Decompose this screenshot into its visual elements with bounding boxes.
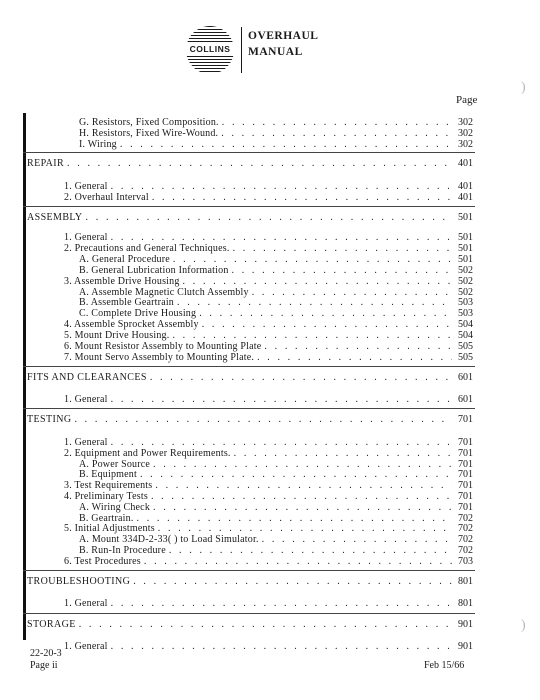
toc-entry [79,117,473,128]
dot-leader [151,491,452,502]
margin-mark-bottom: ) [521,618,526,633]
toc-entry [79,128,473,139]
toc-label: 1. General [64,641,108,652]
toc-entry [64,181,473,192]
toc-label: TESTING [27,414,72,425]
toc-section [27,414,473,425]
toc-label: REPAIR [27,158,65,169]
dot-leader [74,414,452,425]
footer-date: Feb 15/66 [424,660,465,671]
toc-page-number: 702 [458,545,473,556]
toc-page-number: 801 [458,576,473,587]
dot-leader [111,181,452,192]
toc-entry [79,502,473,513]
page-number: Page ii [30,660,58,671]
toc-label: STORAGE [27,619,76,630]
toc-label: 2. Precautions and General Techniques. [64,243,230,254]
toc-page-number: 701 [458,414,473,425]
toc-label: A. General Procedure [79,254,170,265]
toc-entry [64,243,473,254]
page-column-header: Page [456,94,478,106]
toc-page-number: 502 [458,276,473,287]
dot-leader [86,212,452,223]
dot-leader [111,232,452,243]
toc-label: FITS AND CLEARANCES [27,372,147,383]
dot-leader [199,308,452,319]
toc-label: 5. Mount Drive Housing. [64,330,170,341]
dot-leader [262,534,452,545]
toc-section [27,372,473,383]
toc-entry [64,232,473,243]
dot-leader [140,469,452,480]
dot-leader [158,523,452,534]
dot-leader [152,192,452,203]
doc-number: 22-20-3 [30,648,62,659]
toc-label: 4. Assemble Sprocket Assembly [64,319,199,330]
toc-page-number: 501 [458,232,473,243]
dot-leader [144,556,452,567]
dot-leader [183,276,452,287]
toc-section [27,158,473,169]
dot-leader [153,502,452,513]
toc-page-number: 505 [458,341,473,352]
toc-label: A. Wiring Check [79,502,151,513]
toc-label: 3. Test Requirements [64,480,153,491]
toc-label: B. General Lubrication Information [79,265,229,276]
dot-leader [111,598,452,609]
section-divider [23,408,475,409]
toc-label: 1. General [64,598,108,609]
toc-label: A. Power Source [79,459,151,470]
toc-label: A. Assemble Magnetic Clutch Assembly [79,287,249,298]
toc-page-number: 503 [458,297,473,308]
toc-label: I. Wiring [79,139,117,150]
dot-leader [264,341,452,352]
toc-entry [64,491,473,502]
toc-page-number: 801 [458,598,473,609]
toc-entry [79,308,473,319]
dot-leader [221,128,452,139]
dot-leader [79,619,452,630]
dot-leader [67,158,452,169]
section-divider [23,570,475,571]
toc-page-number: 302 [458,139,473,150]
dot-leader [222,117,452,128]
toc-page-number: 502 [458,287,473,298]
toc-label: A. Mount 334D-2-33( ) to Load Simulator. [79,534,259,545]
toc-page-number: 601 [458,394,473,405]
dot-leader [155,480,452,491]
toc-page-number: 504 [458,330,473,341]
toc-entry [64,437,473,448]
toc-label: 1. General [64,394,108,405]
toc-entry [64,330,473,341]
toc-page-number: 503 [458,308,473,319]
toc-entry [64,394,473,405]
toc-page-number: 703 [458,556,473,567]
section-divider [23,152,475,153]
toc-entry [64,352,473,363]
toc-label: TROUBLESHOOTING [27,576,131,587]
toc-label: B. Geartrain. [79,513,134,524]
section-divider [23,613,475,614]
toc-label: 6. Test Procedures [64,556,141,567]
footer-left [30,648,62,672]
toc-label: H. Resistors, Fixed Wire-Wound. [79,128,219,139]
toc-section [27,212,473,223]
title-line-2: MANUAL [248,46,303,58]
logo-text: COLLINS [182,43,238,55]
dot-leader [111,437,452,448]
toc-label: 1. General [64,181,108,192]
dot-leader [234,448,452,459]
toc-label: C. Complete Drive Housing [79,308,197,319]
toc-entry [79,139,473,150]
toc-page-number: 702 [458,523,473,534]
toc-section [27,576,473,587]
toc-entry [79,297,473,308]
toc-label: B. Assemble Geartrain [79,297,175,308]
margin-mark-top: ) [521,80,526,95]
toc-page-number: 702 [458,513,473,524]
toc-entry [79,265,473,276]
toc-label: 7. Mount Servo Assembly to Mounting Plate. [64,352,255,363]
toc-entry [64,341,473,352]
toc-page-number: 601 [458,372,473,383]
dot-leader [232,265,452,276]
dot-leader [120,139,452,150]
toc-page-number: 501 [458,212,473,223]
toc-entry [64,192,473,203]
toc-entry [64,448,473,459]
toc-label: 2. Overhaul Interval [64,192,149,203]
toc-label: 2. Equipment and Power Requirements. [64,448,231,459]
toc-entry [64,556,473,567]
toc-page-number: 701 [458,437,473,448]
dot-leader [133,576,452,587]
toc-label: ASSEMBLY [27,212,83,223]
dot-leader [177,297,452,308]
toc-page-number: 401 [458,181,473,192]
toc-label: B. Equipment [79,469,137,480]
toc-page-number: 302 [458,117,473,128]
toc-label: B. Run-In Procedure [79,545,166,556]
toc-page-number: 901 [458,641,473,652]
toc-entry [64,480,473,491]
toc-entry [64,598,473,609]
toc-label: 1. General [64,437,108,448]
dot-leader [111,394,452,405]
dot-leader [169,545,452,556]
toc-page-number: 501 [458,243,473,254]
toc-page-number: 505 [458,352,473,363]
toc-page-number: 701 [458,502,473,513]
toc-section [27,619,473,630]
toc-page-number: 701 [458,459,473,470]
toc-page-number: 501 [458,254,473,265]
dot-leader [233,243,452,254]
section-divider [23,206,475,207]
dot-leader [172,330,452,341]
toc-entry [64,641,473,652]
toc-entry [79,545,473,556]
toc-page-number: 502 [458,265,473,276]
toc-page-number: 401 [458,158,473,169]
dot-leader [257,352,452,363]
toc-entry [64,276,473,287]
toc-entry [64,523,473,534]
dot-leader [202,319,452,330]
toc-entry [79,254,473,265]
toc-page-number: 701 [458,491,473,502]
dot-leader [150,372,452,383]
toc-label: 1. General [64,232,108,243]
dot-leader [173,254,452,265]
toc-label: 5. Initial Adjustments [64,523,155,534]
toc-page-number: 702 [458,534,473,545]
toc-label: 3. Assemble Drive Housing [64,276,180,287]
title-line-1: OVERHAUL [248,30,319,42]
toc-label: 4. Preliminary Tests [64,491,148,502]
toc-page-number: 701 [458,480,473,491]
toc-entry [79,534,473,545]
toc-label: 6. Mount Resistor Assembly to Mounting Plate [64,341,262,352]
section-divider [23,366,475,367]
toc-label: G. Resistors, Fixed Composition. [79,117,219,128]
toc-page-number: 701 [458,448,473,459]
toc-page-number: 901 [458,619,473,630]
toc-page-number: 302 [458,128,473,139]
toc-page-number: 701 [458,469,473,480]
toc-entry [79,469,473,480]
toc-page-number: 401 [458,192,473,203]
toc-page-number: 504 [458,319,473,330]
dot-leader [111,641,452,652]
toc-entry [64,319,473,330]
